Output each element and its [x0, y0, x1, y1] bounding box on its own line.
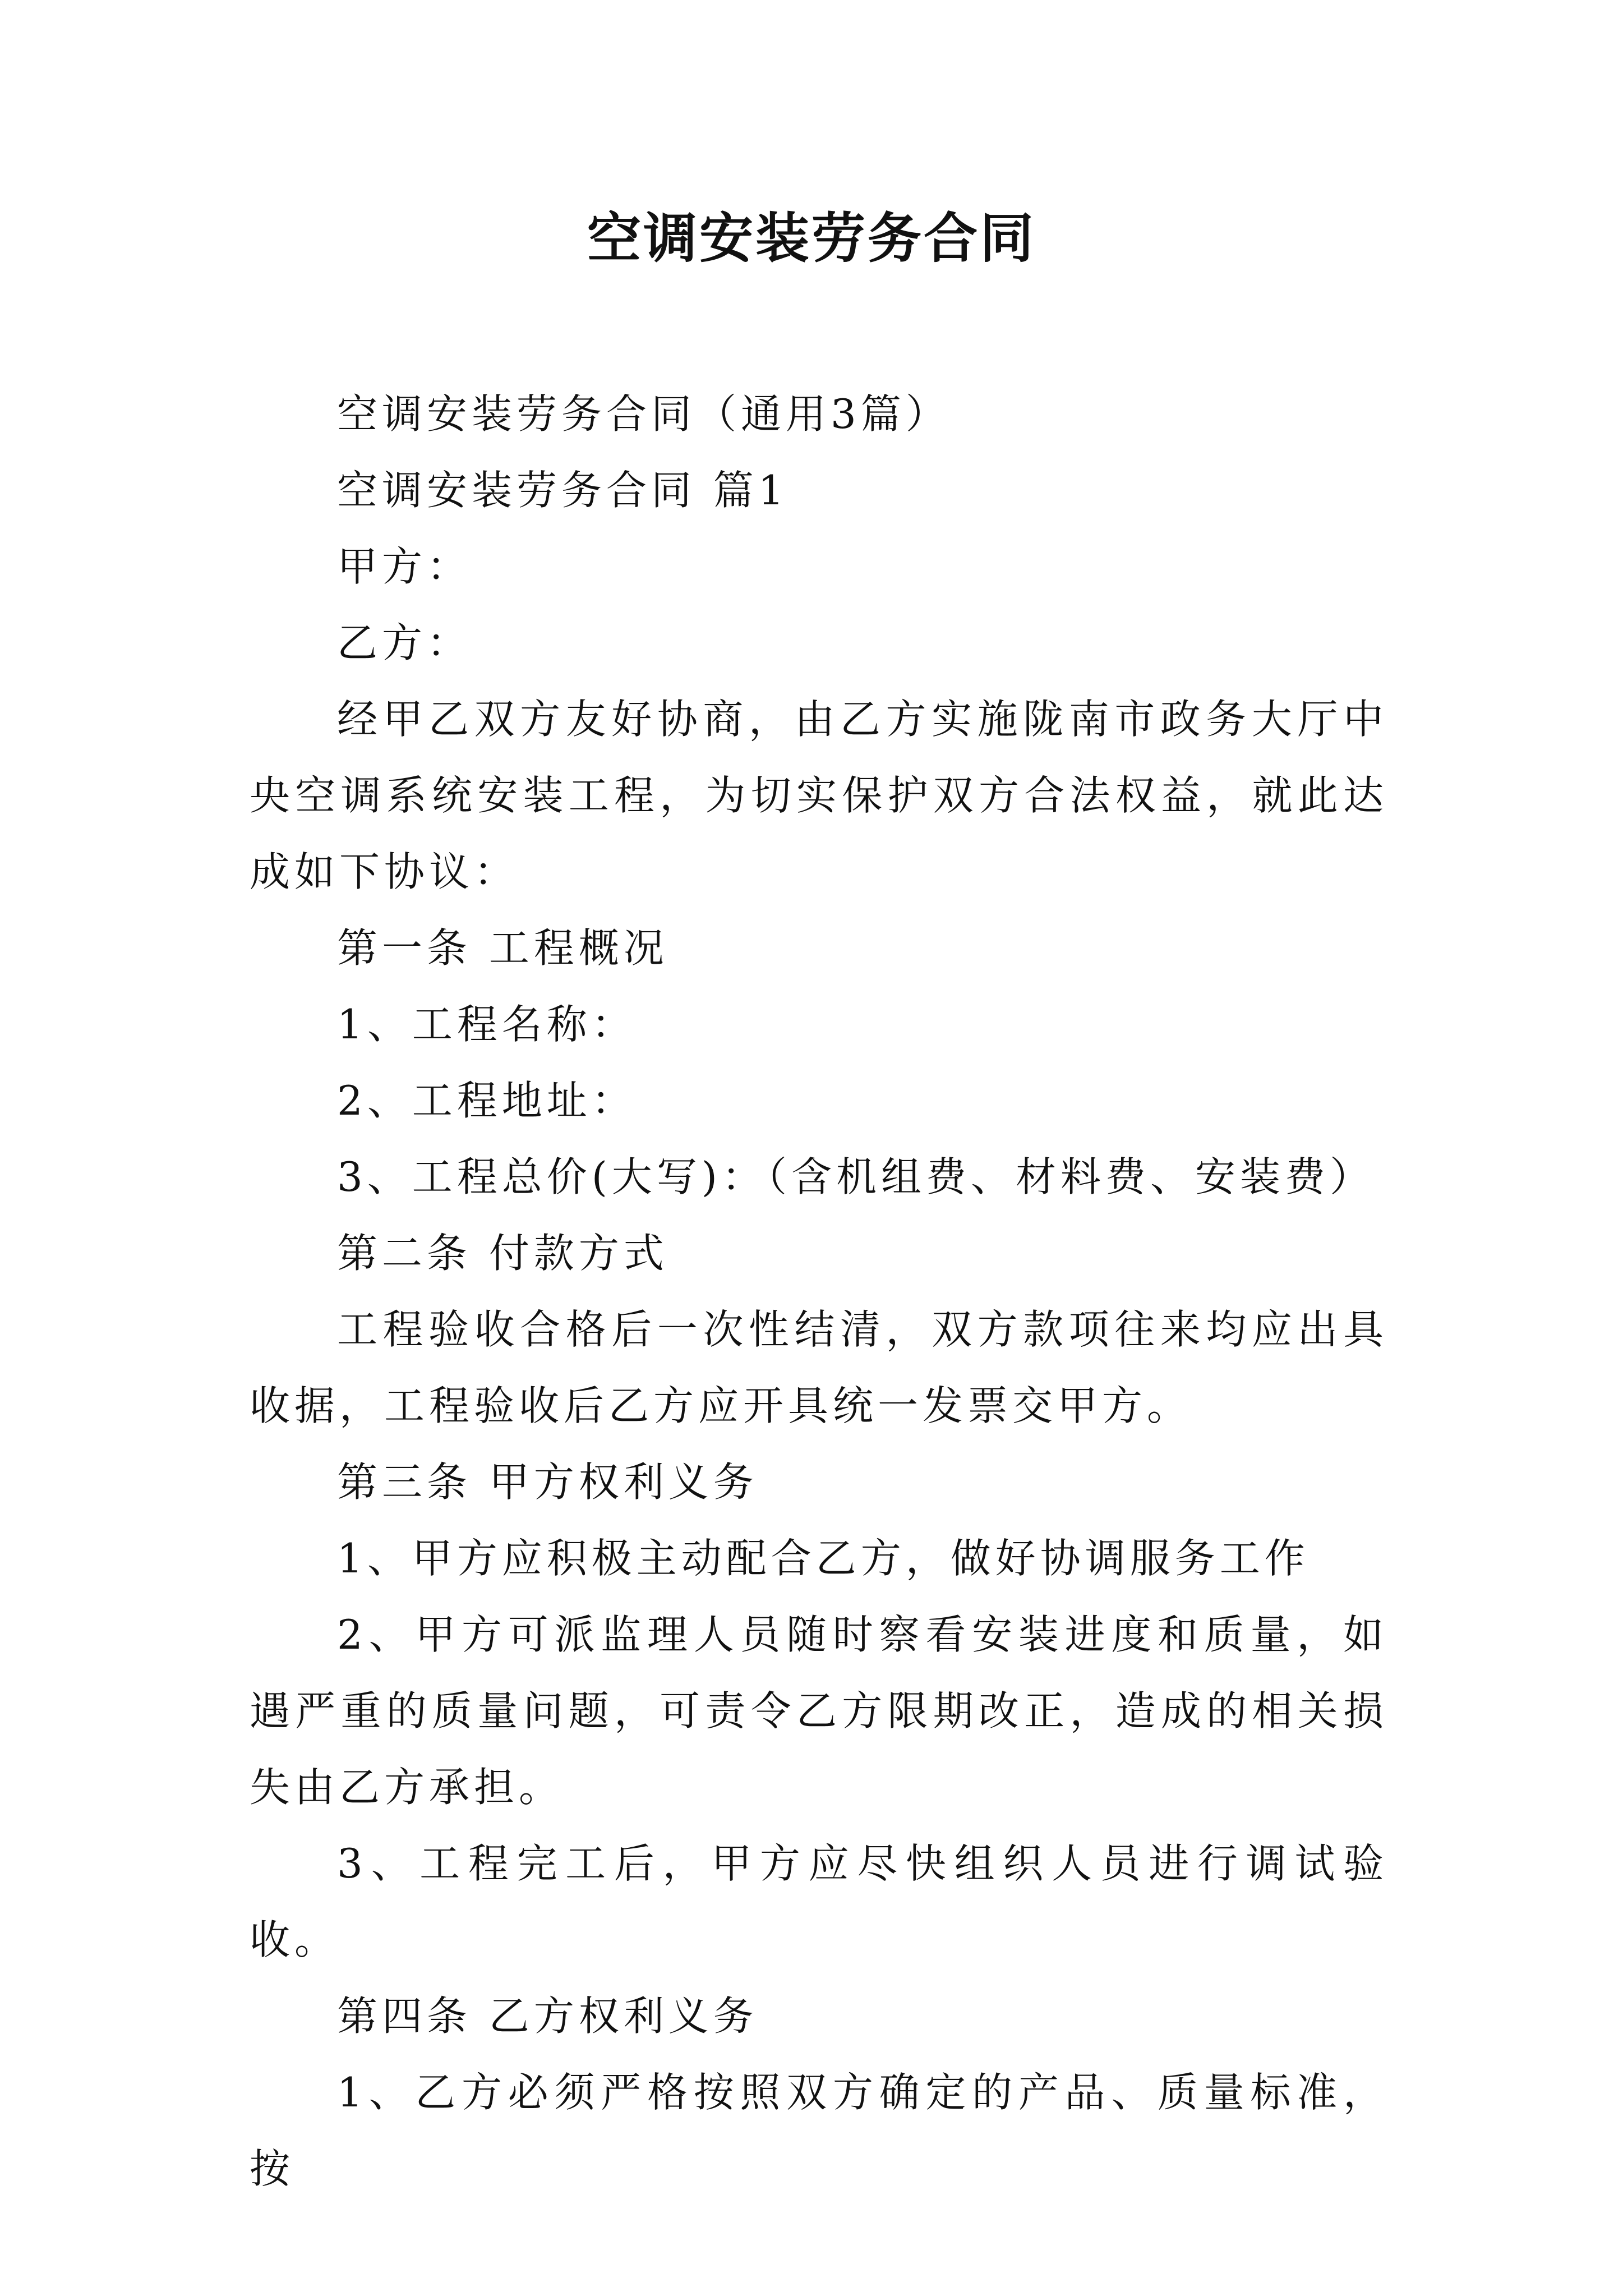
paragraph-section-heading: 空调安装劳务合同 篇1 — [337, 467, 789, 514]
paragraph-party-a-duty-3: 3、工程完工后，甲方应尽快组织人员进行调试验收。 — [250, 1840, 1388, 1963]
paragraph-party-a-duty-1: 1、甲方应积极主动配合乙方，做好协调服务工作 — [337, 1535, 1310, 1582]
paragraph-article-2-heading: 第二条 付款方式 — [337, 1230, 668, 1277]
paragraph-project-total-price: 3、工程总价(大写)：（含机组费、材料费、安装费） — [337, 1153, 1375, 1200]
paragraph-article-3-heading: 第三条 甲方权利义务 — [337, 1458, 758, 1506]
paragraph-project-address: 2、工程地址： — [337, 1077, 637, 1124]
paragraph-article-4-heading: 第四条 乙方权利义务 — [337, 1993, 758, 2040]
paragraph-preamble: 经甲乙双方友好协商，由乙方实施陇南市政务大厅中央空调系统安装工程，为切实保护双方合法权益，就此达成如下协议： — [250, 696, 1388, 895]
document-body — [250, 376, 1388, 2207]
document-title: 空调安装劳务合同 — [587, 206, 1036, 270]
paragraph-party-a-duty-2: 2、甲方可派监理人员随时察看安装进度和质量，如遇严重的质量问题，可责令乙方限期改正，造成的相关损失由乙方承担。 — [250, 1611, 1388, 1811]
paragraph-party-b-duty-1: 1、乙方必须严格按照双方确定的产品、质量标准，按 — [250, 2069, 1388, 2192]
paragraph-party-b: 乙方： — [337, 619, 472, 666]
paragraph-doc-subtitle: 空调安装劳务合同（通用3篇） — [337, 390, 951, 438]
paragraph-party-a: 甲方： — [337, 543, 472, 590]
paragraph-project-name: 1、工程名称： — [337, 1001, 637, 1048]
paragraph-article-1-heading: 第一条 工程概况 — [337, 924, 668, 972]
paragraph-payment-terms: 工程验收合格后一次性结清，双方款项往来均应出具收据，工程验收后乙方应开具统一发票交甲方。 — [250, 1306, 1388, 1429]
